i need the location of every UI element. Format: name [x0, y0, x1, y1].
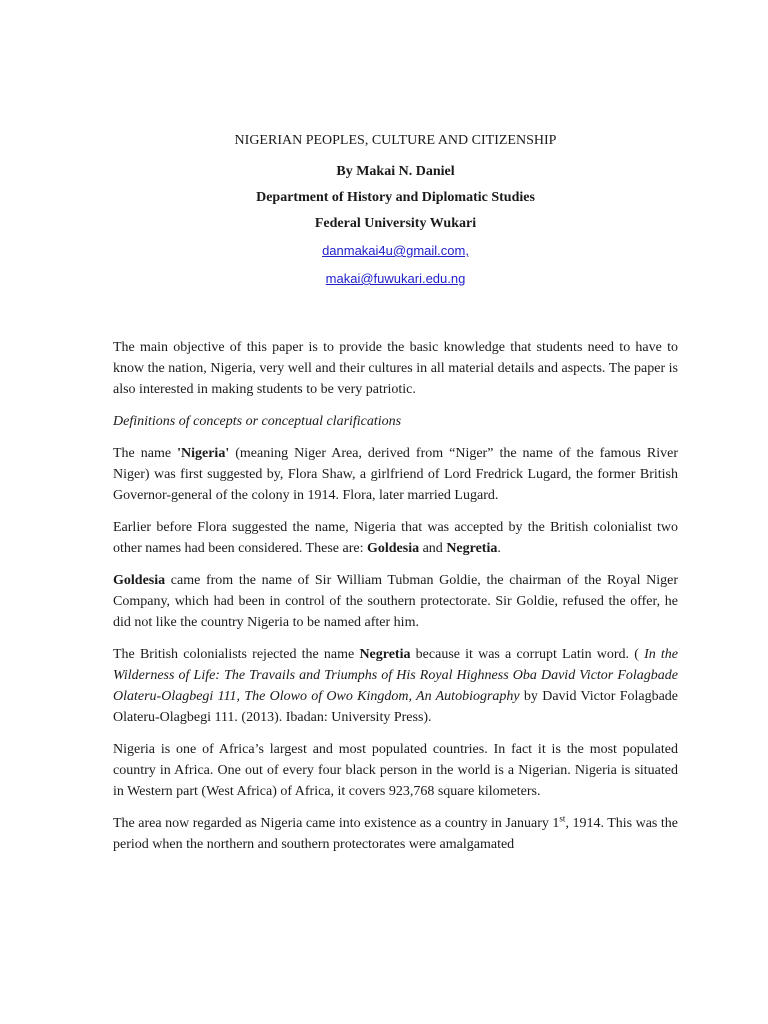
paragraph-population: Nigeria is one of Africa’s largest and most populated countries. In fact it is the most populated country in Africa. One out of every four black person in the world is a Nigerian. Nigeria is situated in Western part (West Africa) of Africa, it covers 923,768 square kilometers.: [113, 742, 678, 799]
document-page: [113, 118, 678, 866]
document-title: NIGERIAN PEOPLES, CULTURE AND CITIZENSHIP: [234, 133, 557, 148]
text-span: Earlier before Flora suggested the name, Nigeria that was accepted by the British colonialist two other names had been considered. These are:: [113, 520, 678, 556]
email-link-1[interactable]: danmakai4u@gmail.com,: [322, 243, 469, 258]
superscript-st: st: [559, 813, 566, 824]
text-span: The area now regarded as Nigeria came into existence as a country in January 1: [113, 816, 560, 831]
document-header: [113, 128, 678, 293]
paragraph-other-names: [113, 517, 678, 559]
bold-term-negretia: Negretia: [446, 541, 498, 556]
text-span: because it was a corrupt Latin word. (: [410, 647, 645, 662]
paragraph-negretia: [113, 644, 678, 728]
paragraph-goldesia: [113, 570, 678, 633]
text-span: (meaning Niger Area, derived from “Niger” the name of the famous River Niger) was first suggested by, Flora Shaw, a girlfriend of Lord Fredrick Lugard, the former British Governor-general of the colony in 1914. Flora, later married Lugard.: [113, 446, 678, 503]
text-span: .: [497, 541, 501, 556]
bold-term-negretia: Negretia: [359, 647, 411, 662]
university-line: Federal University Wukari: [314, 216, 477, 231]
section-subheading: Definitions of concepts or conceptual clarifications: [113, 414, 402, 429]
text-span: by David Victor Folagbade Olateru-Olagbegi 111. (2013). Ibadan: University Press).: [113, 689, 679, 725]
text-span: came from the name of Sir William Tubman Goldie, the chairman of the Royal Niger Company, which had been in control of the southern protectorate. Sir Goldie, refused the offer, he did not like the country Nigeria to be named after him.: [113, 573, 678, 630]
paragraph-nigeria-name: [113, 443, 678, 506]
text-span: and: [419, 541, 447, 556]
text-span: The British colonialists rejected the name: [113, 647, 360, 662]
bold-term-goldesia: Goldesia: [113, 573, 166, 588]
book-title: In the Wilderness of Life: The Travails and Triumphs of His Royal Highness Oba David Victor Folagbade Olateru-Olagbegi 111, The Olowo of Owo Kingdom, An Autobiography: [113, 647, 679, 704]
bold-term-goldesia: Goldesia: [366, 541, 420, 556]
paragraph-origin: [113, 813, 678, 855]
department-line: Department of History and Diplomatic Studies: [256, 190, 535, 205]
text-span: The name: [113, 446, 178, 461]
intro-paragraph: The main objective of this paper is to provide the basic knowledge that students need to have to know the nation, Nigeria, very well and their cultures in all material details and aspects. The paper is also interested in making students to be very patriotic.: [113, 340, 678, 397]
bold-term-nigeria: 'Nigeria': [177, 446, 230, 461]
author-line: By Makai N. Daniel: [336, 164, 455, 179]
email-link-2[interactable]: makai@fuwukari.edu.ng: [325, 271, 466, 286]
text-span: , 1914. This was the period when the northern and southern protectorates were amalgamated: [113, 816, 678, 852]
